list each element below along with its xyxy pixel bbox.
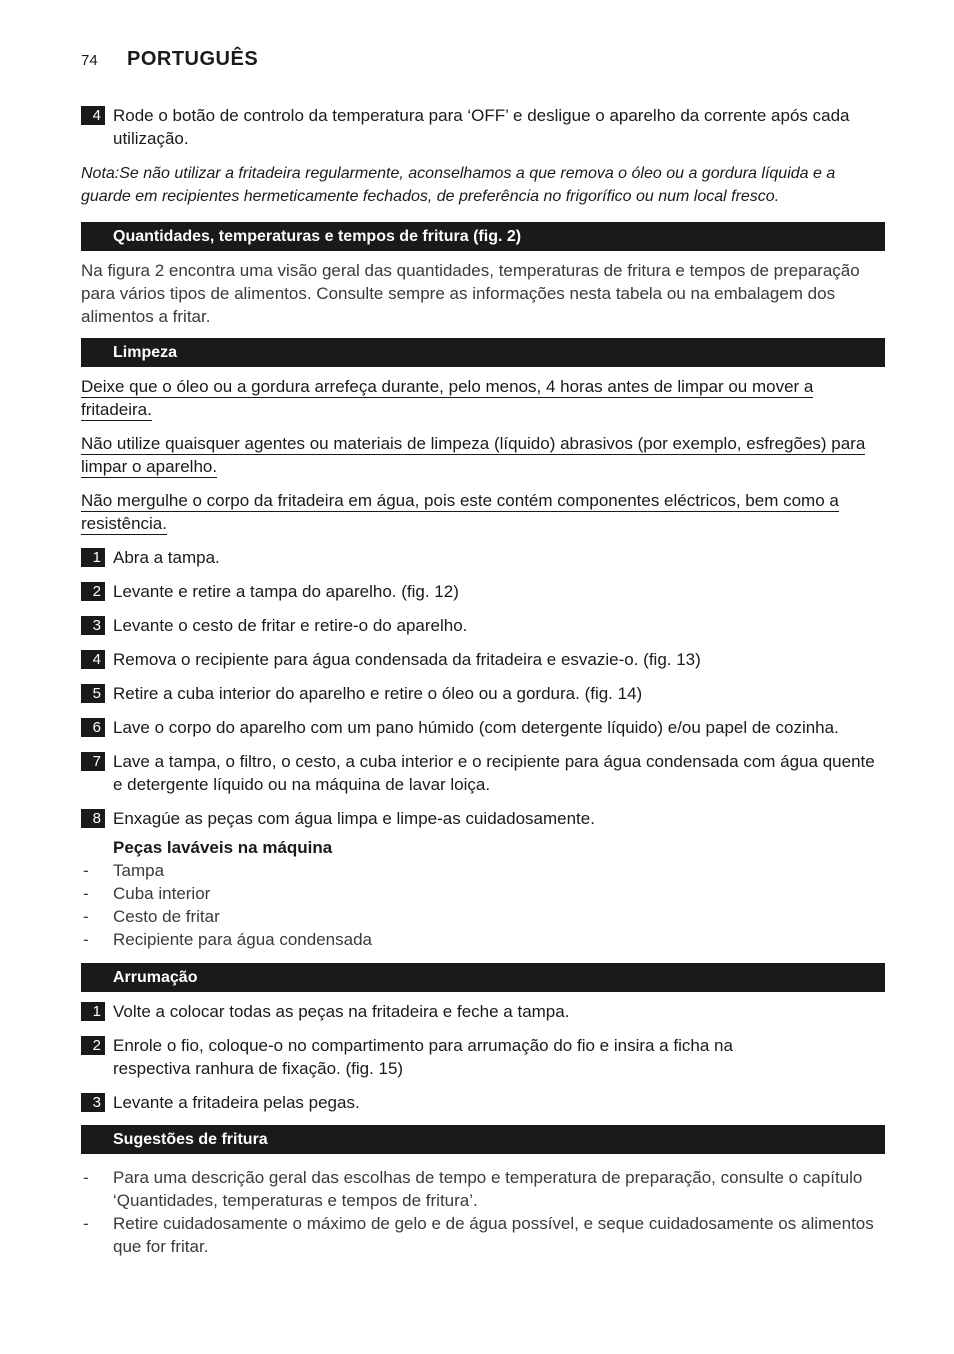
cleaning-step xyxy=(81,614,885,637)
list-item: - Recipiente para água condensada xyxy=(81,928,885,951)
step-number: 6 xyxy=(81,718,105,737)
dishwasher-heading: Peças laváveis na máquina xyxy=(113,838,333,857)
step-number: 5 xyxy=(81,684,105,703)
step-text: Enxagúe as peças com água limpa e limpe-as cuidadosamente. xyxy=(113,809,595,828)
step-number: 4 xyxy=(81,650,105,669)
warning-text: Não mergulhe o corpo da fritadeira em água, pois este contém componentes eléctricos, bem como a resistência. xyxy=(81,491,839,533)
storage-step xyxy=(81,1091,885,1114)
step-number: 1 xyxy=(81,548,105,567)
step-number: 3 xyxy=(81,616,105,635)
page-header xyxy=(81,48,885,74)
step-number: 8 xyxy=(81,809,105,828)
step-text: Lave o corpo do aparelho com um pano húmido (com detergente líquido) e/ou papel de cozinha. xyxy=(113,718,839,737)
step-number: 1 xyxy=(81,1002,105,1021)
cleaning-step xyxy=(81,750,885,796)
step-number: 7 xyxy=(81,752,105,771)
step-text: Levante o cesto de fritar e retire-o do aparelho. xyxy=(113,616,468,635)
step-text: Lave a tampa, o filtro, o cesto, a cuba interior e o recipiente para água condensada com água quente e detergente líquido ou na máquina de lavar loiça. xyxy=(113,752,875,794)
language-title: PORTUGUÊS xyxy=(127,48,259,70)
section-heading-quantities: Quantidades, temperaturas e tempos de fritura (fig. 2) xyxy=(81,222,885,251)
step-text: Levante a fritadeira pelas pegas. xyxy=(113,1093,360,1112)
step-number: 2 xyxy=(81,582,105,601)
storage-step xyxy=(81,1000,885,1023)
cleaning-step xyxy=(81,716,885,739)
step-text: Abra a tampa. xyxy=(113,548,220,567)
list-item: - Retire cuidadosamente o máximo de gelo e de água possível, e seque cuidadosamente os alimentos que for fritar. xyxy=(81,1212,885,1258)
manual-page xyxy=(81,48,885,1270)
list-item: - Tampa xyxy=(81,859,885,882)
cleaning-step xyxy=(81,807,885,830)
intro-step xyxy=(81,104,885,150)
warning-text: Deixe que o óleo ou a gordura arrefeça durante, pelo menos, 4 horas antes de limpar ou mover a fritadeira. xyxy=(81,377,814,419)
step-number: 4 xyxy=(81,106,105,125)
cleaning-step xyxy=(81,546,885,569)
cleaning-step xyxy=(81,580,885,603)
section-heading-storage: Arrumação xyxy=(81,963,885,992)
section-heading-tips: Sugestões de fritura xyxy=(81,1125,885,1154)
quantities-paragraph: Na figura 2 encontra uma visão geral das quantidades, temperaturas de fritura e tempos de preparação para vários tipos de alimentos. Consulte sempre as informações nesta tabela ou na embalagem dos alimentos a fritar. xyxy=(81,261,860,326)
list-item: - Para uma descrição geral das escolhas de tempo e temperatura de preparação, consulte o capítulo ‘Quantidades, temperaturas e tempos de fritura’. xyxy=(81,1166,885,1212)
page-number: 74 xyxy=(81,52,98,69)
note-text: Nota:Se não utilizar a fritadeira regularmente, aconselhamos a que remova o óleo ou a gordura líquida e a guarde em recipientes hermeticamente fechados, de preferência no frigorífico ou num local fresco. xyxy=(81,165,836,205)
step-number: 3 xyxy=(81,1093,105,1112)
step-text: Retire a cuba interior do aparelho e retire o óleo ou a gordura. (fig. 14) xyxy=(113,684,643,703)
step-text: Levante e retire a tampa do aparelho. (fig. 12) xyxy=(113,582,459,601)
cleaning-step xyxy=(81,682,885,705)
list-item: - Cesto de fritar xyxy=(81,905,885,928)
step-number: 2 xyxy=(81,1036,105,1055)
step-text: Volte a colocar todas as peças na fritadeira e feche a tampa. xyxy=(113,1002,570,1021)
step-text: Rode o botão de controlo da temperatura para ‘OFF’ e desligue o aparelho da corrente após cada utilização. xyxy=(113,106,850,148)
list-item: - Cuba interior xyxy=(81,882,885,905)
warning-text: Não utilize quaisquer agentes ou materiais de limpeza (líquido) abrasivos (por exemplo, esfregões) para limpar o aparelho. xyxy=(81,434,866,476)
step-text: Enrole o fio, coloque-o no compartimento para arrumação do fio e insira a ficha na respectiva ranhura de fixação. (fig. 15) xyxy=(113,1036,733,1078)
storage-step xyxy=(81,1034,885,1080)
cleaning-step xyxy=(81,648,885,671)
tips-list xyxy=(81,1166,885,1258)
step-text: Remova o recipiente para água condensada da fritadeira e esvazie-o. (fig. 13) xyxy=(113,650,701,669)
section-heading-cleaning: Limpeza xyxy=(81,338,885,367)
dishwasher-list xyxy=(81,859,885,951)
